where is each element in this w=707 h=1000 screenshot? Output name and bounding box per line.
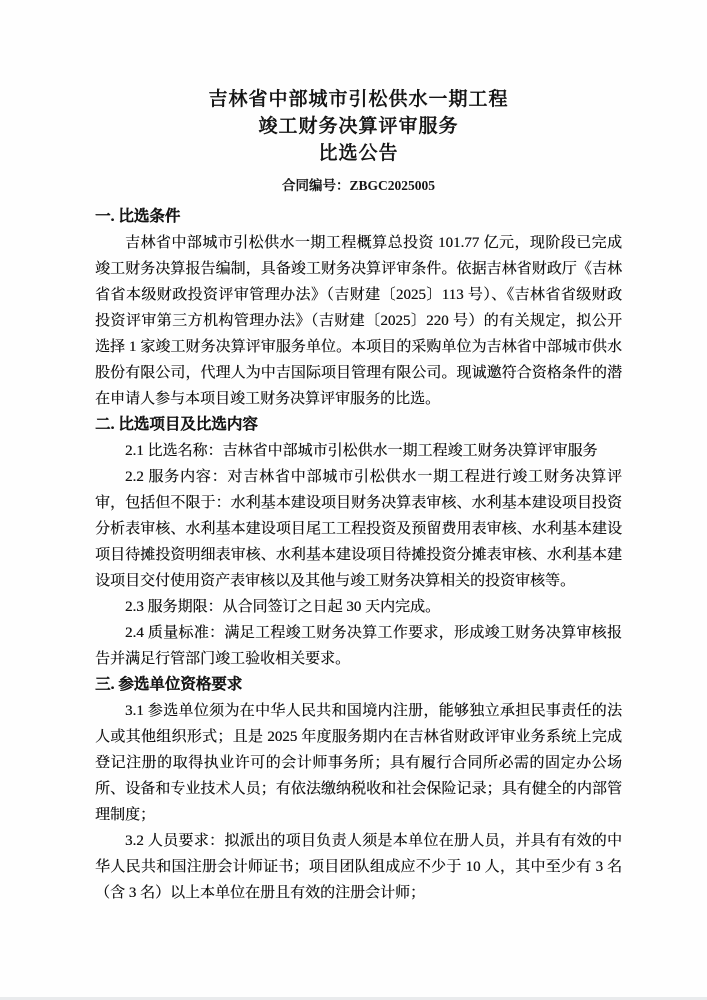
section-3-paragraph-2: 3.2 人员要求：拟派出的项目负责人须是本单位在册人员，并具有有效的中华人民共和国注册会计师证书；项目团队组成应不少于 10 人，其中至少有 3 名（含 3 名）以上本单位在册且有效的注册会计师； bbox=[95, 833, 622, 901]
section-2-paragraph-1: 2.1 比选名称：吉林省中部城市引松供水一期工程竣工财务决算评审服务 bbox=[125, 443, 598, 459]
section-1-paragraph-1: 吉林省中部城市引松供水一期工程概算总投资 101.77 亿元，现阶段已完成竣工财务决算报告编制，具备竣工财务决算评审条件。依据吉林省财政厅《吉林省省本级财政投资评审管理办法》（吉财建〔2025〕113 号）、《吉林省省级财政投资评审第三方机构管理办法》（吉财建〔2025〕220 号）的有关规定，拟公开选择 1 家竣工财务决算评审服务单位。本项目的采购单位为吉林省中部城市供水股份有限公司，代理人为中吉国际项目管理有限公司。现诚邀符合资格条件的潜在申请人参与本项目竣工财务决算评审服务的比选。 bbox=[95, 235, 622, 407]
document-title bbox=[95, 86, 622, 167]
section-3-paragraph-1: 3.1 参选单位须为在中华人民共和国境内注册，能够独立承担民事责任的法人或其他组织形式；且是 2025 年度服务期内在吉林省财政评审业务系统上完成登记注册的取得执业许可的会计师事务所；具有履行合同所必需的固定办公场所、设备和专业技术人员；有依法缴纳税收和社会保险记录；具有健全的内部管理制度； bbox=[95, 703, 622, 823]
section-qualification-requirements bbox=[95, 672, 622, 906]
section-2-heading: 二. 比选项目及比选内容 bbox=[95, 416, 258, 433]
title-line-1: 吉林省中部城市引松供水一期工程 bbox=[208, 89, 509, 110]
section-2-paragraph-3: 2.3 服务期限：从合同签订之日起 30 天内完成。 bbox=[125, 599, 441, 615]
section-bid-conditions bbox=[95, 204, 622, 412]
title-line-3: 比选公告 bbox=[318, 143, 399, 164]
title-line-2: 竣工财务决算评审服务 bbox=[258, 116, 459, 137]
section-1-heading: 一. 比选条件 bbox=[95, 208, 181, 225]
contract-number: 合同编号：ZBGC2025005 bbox=[281, 178, 435, 193]
section-3-heading: 三. 参选单位资格要求 bbox=[95, 676, 243, 693]
section-bid-project-and-content bbox=[95, 412, 622, 672]
section-2-paragraph-4: 2.4 质量标准：满足工程竣工财务决算工作要求，形成竣工财务决算审核报告并满足行管部门竣工验收相关要求。 bbox=[95, 625, 622, 667]
section-2-paragraph-2: 2.2 服务内容：对吉林省中部城市引松供水一期工程进行竣工财务决算评审，包括但不限于：水利基本建设项目财务决算表审核、水利基本建设项目投资分析表审核、水利基本建设项目尾工工程投资及预留费用表审核、水利基本建设项目待摊投资明细表审核、水利基本建设项目待摊投资分摊表审核、水利基本建设项目交付使用资产表审核以及其他与竣工财务决算相关的投资审核等。 bbox=[95, 469, 622, 589]
